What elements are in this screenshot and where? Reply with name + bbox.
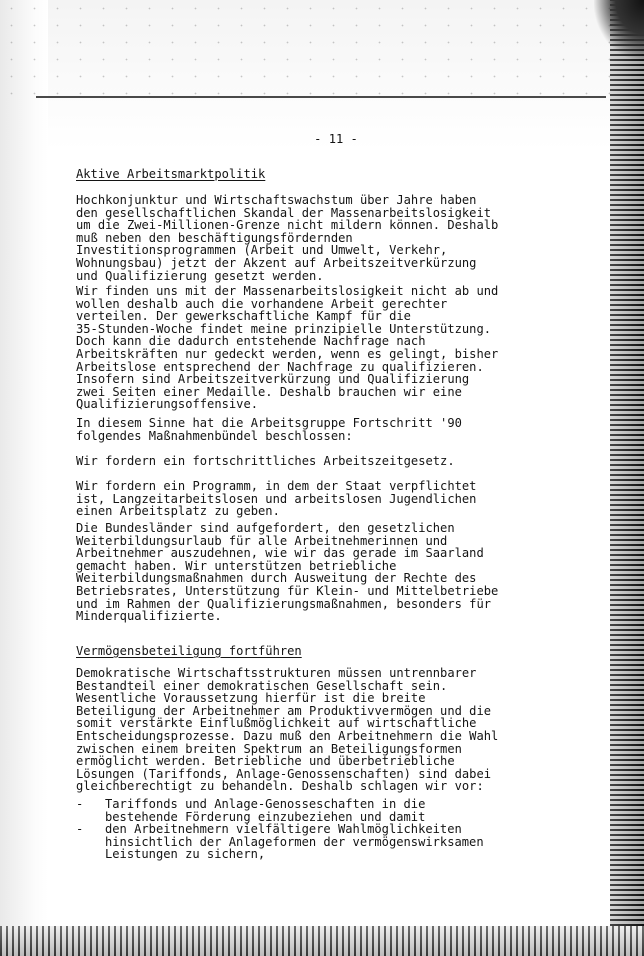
list-item-text: den Arbeitnehmern vielfältigere Wahlmöglichkeiten hinsichtlich der Anlageformen der vermögenswirksamen Leistungen zu sichern, [105, 822, 484, 862]
scan-corner-shadow [594, 0, 644, 60]
section-heading-vermoegen: Vermögensbeteiligung fortführen [76, 644, 302, 658]
paragraph: In diesem Sinne hat die Arbeitsgruppe Fortschritt '90 folgendes Maßnahmenbündel beschlossen: [76, 416, 462, 443]
proposal-list [76, 798, 484, 861]
paragraph: Hochkonjunktur und Wirtschaftswachstum über Jahre haben den gesellschaftlichen Skandal der Massenarbeitslosigkeit um die Zwei-Millionen-Grenze nicht mildern können. Deshalb muß neben den beschäftigungsfördernden Investitionsprogrammen (Arbeit und Umwelt, Verkehr, Wohnungsbau) jetzt der Akzent auf Arbeitszeitverkürzung und Qualifizierung gesetzt werden. [76, 193, 499, 283]
list-item-text: Tariffonds und Anlage-Genosseschaften in die bestehende Förderung einzubeziehen und damit [105, 797, 426, 824]
paragraph: Demokratische Wirtschaftsstrukturen müssen untrennbarer Bestandteil einer demokratischen Gesellschaft sein. Wesentliche Voraussetzung hierfür ist die breite Beteiligung der Arbeitnehmer am Produktivvermögen und die somit verstärkte Einflußmöglichkeit auf wirtschaftliche Entscheidungsprozesse. Dazu muß den Arbeitnehmern die Wahl zwischen einem breiten Spektrum an Beteiligungsformen ermöglicht werden. Betriebliche und überbetriebliche Lösungen (Tariffonds, Anlage-Genossenschaften) sind dabei gleichberechtigt zu behandeln. Deshalb schlagen wir vor: [76, 666, 499, 794]
section-heading-arbeitsmarkt: Aktive Arbeitsmarktpolitik [76, 167, 266, 181]
scan-speckle [0, 0, 644, 100]
paragraph: Wir fordern ein Programm, in dem der Staat verpflichtet ist, Langzeitarbeitslosen und arbeitslosen Jugendlichen einen Arbeitsplatz zu geben. [76, 479, 477, 519]
scan-bottom-edge [0, 926, 644, 956]
paragraph: Die Bundesländer sind aufgefordert, den gesetzlichen Weiterbildungsurlaub für alle Arbeitnehmerinnen und Arbeitnehmer auszudehnen, wie wir das gerade im Saarland gemacht haben. Wir unterstützen betriebliche Weiterbildungsmaßnahmen durch Ausweitung der Rechte des Betriebsrates, Unterstützung für Klein- und Mittelbetriebe und im Rahmen der Qualifizierungsmaßnahmen, besonders für Minderqualifizierte. [76, 521, 499, 624]
page-top-edge [36, 96, 606, 98]
list-item [76, 823, 484, 861]
list-item [76, 798, 484, 823]
scan-left-margin [0, 0, 48, 956]
list-bullet: - [76, 797, 84, 811]
list-bullet: - [76, 822, 84, 837]
scan-right-edge [610, 0, 644, 956]
page-number: - 11 - [314, 132, 358, 146]
paragraph: Wir finden uns mit der Massenarbeitslosigkeit nicht ab und wollen deshalb auch die vorhandene Arbeit gerechter verteilen. Der gewerkschaftliche Kampf für die 35-Stunden-Woche findet meine prinzipielle Unterstützung. Doch kann die dadurch entstehende Nachfrage nach Arbeitskräften nur gedeckt werden, wenn es gelingt, bisher Arbeitslose entsprechend der Nachfrage zu qualifizieren. Insofern sind Arbeitszeitverkürzung und Qualifizierung zwei Seiten einer Medaille. Deshalb brauchen wir eine Qualifizierungsoffensive. [76, 284, 499, 412]
paragraph: Wir fordern ein fortschrittliches Arbeitszeitgesetz. [76, 454, 455, 468]
